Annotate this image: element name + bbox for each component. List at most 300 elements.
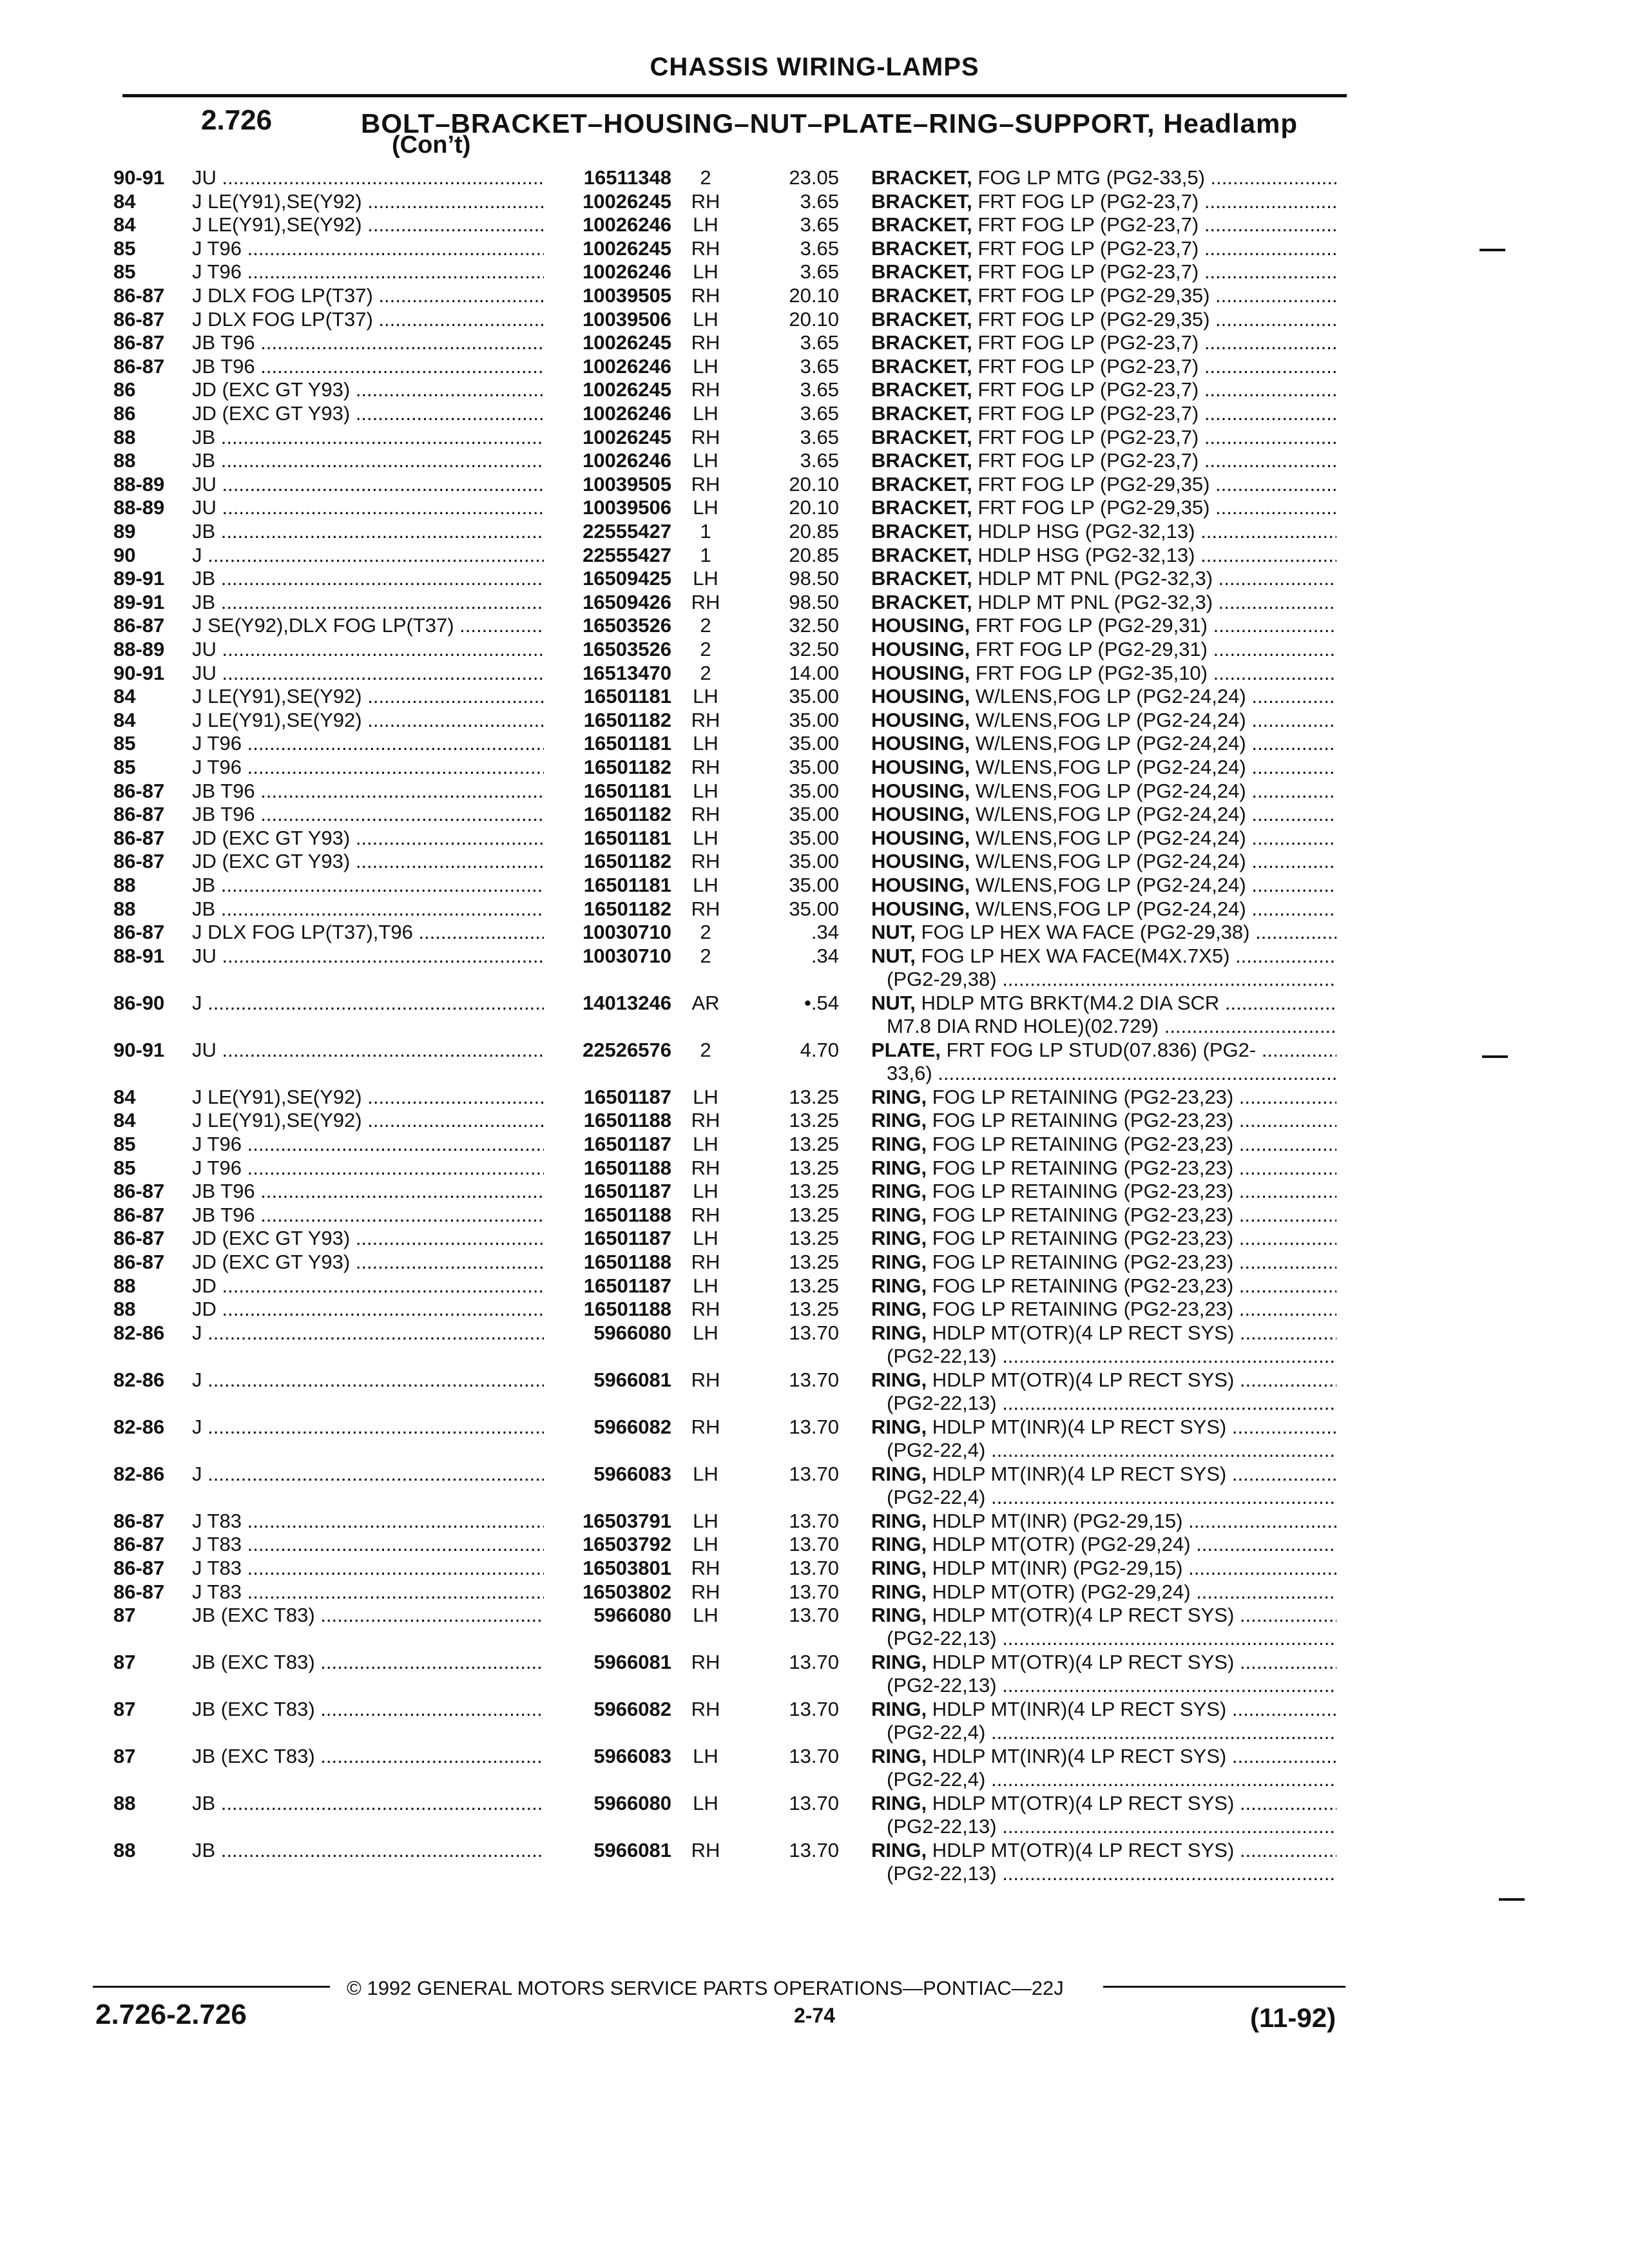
footer-page-number: 2-74 (793, 2004, 836, 2027)
model-codes: JB ..... (192, 567, 544, 590)
price: 13.70 (789, 1792, 839, 1815)
quantity: 2 (700, 1038, 711, 1061)
part-name: BRACKET, (871, 449, 972, 472)
model-years: 88 (113, 449, 136, 472)
part-description-continued: (PG2-22,4) ..... (887, 1721, 1336, 1744)
price: 35.00 (789, 779, 839, 802)
model-years: 82-86 (113, 1415, 165, 1438)
part-number: 16501188 (583, 1156, 671, 1179)
part-name: BRACKET, (871, 496, 972, 519)
part-name: RING, (871, 1085, 927, 1108)
model-years: 85 (113, 732, 136, 755)
part-number: 14013246 (583, 991, 671, 1014)
part-description (871, 378, 1336, 401)
part-description-text: FRT FOG LP STUD(07.836) (PG2- (946, 1038, 1257, 1061)
part-number: 16509425 (583, 567, 671, 590)
part-number: 5966081 (593, 1368, 671, 1391)
part-description (871, 827, 1336, 850)
part-description-text: W/LENS,FOG LP (PG2-24,24) (975, 826, 1246, 849)
part-description (871, 1463, 1336, 1486)
model-years: 88-91 (113, 944, 165, 967)
part-name: RING, (871, 1792, 927, 1815)
part-number: 5966083 (593, 1462, 671, 1485)
model-codes: JD (EXC GT Y93) ..... (192, 827, 544, 850)
list-item (0, 1463, 1629, 1512)
part-description (871, 213, 1336, 236)
quantity: LH (693, 1133, 718, 1155)
part-description (871, 1533, 1336, 1556)
part-description-continued: (PG2-22,13) ..... (887, 1627, 1336, 1650)
part-description-text: HDLP MT(INR)(4 LP RECT SYS) (932, 1462, 1227, 1485)
price: 20.10 (789, 472, 839, 495)
model-years: 90-91 (113, 166, 165, 189)
quantity: LH (693, 779, 718, 802)
part-description (871, 1086, 1336, 1109)
quantity: LH (693, 1227, 718, 1250)
price: 13.70 (789, 1509, 839, 1532)
part-name: NUT, (871, 991, 916, 1014)
part-description (871, 166, 1336, 189)
quantity: RH (691, 472, 720, 495)
price: 20.85 (789, 543, 839, 566)
model-years: 90-91 (113, 1038, 165, 1061)
part-description-text: HDLP MT(INR)(4 LP RECT SYS) (932, 1745, 1227, 1768)
model-years: 88 (113, 1274, 136, 1297)
list-item (0, 1839, 1629, 1888)
model-codes: J T96 ..... (192, 260, 544, 284)
part-description-text: FOG LP RETAINING (PG2-23,23) (932, 1203, 1234, 1226)
part-description-text: FRT FOG LP (PG2-23,7) (978, 213, 1199, 236)
quantity: LH (693, 874, 718, 896)
part-description (871, 1180, 1336, 1203)
part-description (871, 1298, 1336, 1321)
model-years: 86-87 (113, 1533, 165, 1556)
part-description-text: W/LENS,FOG LP (PG2-24,24) (975, 756, 1246, 778)
quantity: LH (693, 685, 718, 708)
price: 3.65 (800, 354, 839, 378)
part-name: RING, (871, 1651, 927, 1674)
quantity: AR (691, 991, 720, 1014)
part-name: RING, (871, 1604, 927, 1627)
part-name: NUT, (871, 921, 916, 944)
part-number: 16501181 (583, 826, 671, 849)
part-name: HOUSING, (871, 661, 970, 684)
part-number: 16501182 (583, 850, 671, 873)
part-name: HOUSING, (871, 874, 970, 896)
price: 13.70 (789, 1604, 839, 1627)
part-description-text: W/LENS,FOG LP (PG2-24,24) (975, 685, 1246, 708)
quantity: RH (691, 897, 720, 920)
model-codes: J ..... (192, 1321, 544, 1345)
quantity: RH (691, 803, 720, 826)
part-description-text: FRT FOG LP (PG2-23,7) (978, 449, 1199, 472)
part-name: BRACKET, (871, 472, 972, 495)
part-description (871, 1039, 1336, 1062)
quantity: LH (693, 354, 718, 378)
part-number: 5966081 (593, 1651, 671, 1674)
part-description-text: HDLP MT(OTR)(4 LP RECT SYS) (932, 1792, 1235, 1815)
part-number: 16501188 (583, 1109, 671, 1132)
part-description-text: HDLP MT(OTR)(4 LP RECT SYS) (932, 1368, 1235, 1391)
price: 13.70 (789, 1557, 839, 1579)
model-codes: JU ..... (192, 662, 544, 685)
part-number: 5966080 (593, 1604, 671, 1627)
model-years: 87 (113, 1745, 136, 1768)
part-description-text: W/LENS,FOG LP (PG2-24,24) (975, 850, 1246, 873)
price: 13.25 (789, 1274, 839, 1297)
model-codes: J T96 ..... (192, 1157, 544, 1180)
part-description-text: FRT FOG LP (PG2-23,7) (978, 354, 1199, 378)
model-years: 86-87 (113, 1203, 165, 1226)
quantity: 1 (700, 543, 711, 566)
part-description (871, 426, 1336, 449)
part-description (871, 1416, 1336, 1439)
part-name: BRACKET, (871, 590, 972, 613)
part-description (871, 780, 1336, 803)
quantity: RH (691, 189, 720, 213)
part-number: 16501188 (583, 1298, 671, 1321)
model-codes: JB ..... (192, 874, 544, 897)
part-description-text: W/LENS,FOG LP (PG2-24,24) (975, 708, 1246, 731)
part-description (871, 1157, 1336, 1180)
quantity: LH (693, 260, 718, 284)
model-codes: J ..... (192, 1416, 544, 1439)
price: 13.70 (789, 1839, 839, 1862)
list-item (0, 992, 1629, 1041)
price: 20.10 (789, 496, 839, 519)
footer-section-range: 2.726-2.726 (95, 1999, 247, 2030)
price: 4.70 (800, 1038, 839, 1061)
price: .34 (811, 944, 839, 967)
model-years: 90 (113, 543, 136, 566)
part-name: HOUSING, (871, 850, 970, 873)
quantity: LH (693, 307, 718, 331)
part-number: 22555427 (583, 520, 671, 543)
model-years: 86 (113, 402, 136, 425)
margin-mark (1499, 1898, 1525, 1901)
part-description (871, 1204, 1336, 1227)
part-description-continued: (PG2-29,38) ..... (887, 968, 1336, 991)
model-codes: JB (EXC T83) ..... (192, 1698, 544, 1721)
part-name: BRACKET, (871, 166, 972, 189)
quantity: RH (691, 1109, 720, 1132)
part-name: RING, (871, 1533, 927, 1556)
price: 13.25 (789, 1109, 839, 1132)
part-description (871, 237, 1336, 260)
part-name: BRACKET, (871, 425, 972, 448)
model-codes: JB T96 ..... (192, 780, 544, 803)
part-name: BRACKET, (871, 520, 972, 543)
part-number: 16513470 (583, 661, 671, 684)
part-description (871, 1109, 1336, 1132)
model-codes: J LE(Y91),SE(Y92) ..... (192, 190, 544, 213)
price: 13.25 (789, 1298, 839, 1321)
model-codes: J LE(Y91),SE(Y92) ..... (192, 213, 544, 236)
price: 13.70 (789, 1651, 839, 1674)
model-years: 84 (113, 189, 136, 213)
part-description-text: FRT FOG LP (PG2-29,35) (978, 496, 1210, 519)
part-description-text: W/LENS,FOG LP (PG2-24,24) (975, 874, 1246, 896)
quantity: RH (691, 590, 720, 613)
part-number: 10026246 (583, 402, 671, 425)
model-years: 88 (113, 897, 136, 920)
quantity: 2 (700, 921, 711, 944)
part-description (871, 898, 1336, 921)
model-years: 82-86 (113, 1321, 165, 1344)
part-name: BRACKET, (871, 543, 972, 566)
part-name: RING, (871, 1462, 927, 1485)
part-description-continued: (PG2-22,13) ..... (887, 1674, 1336, 1697)
footer-copyright: © 1992 GENERAL MOTORS SERVICE PARTS OPERATIONS—PONTIAC—22J (347, 1977, 1064, 1999)
price: 13.70 (789, 1415, 839, 1438)
part-description (871, 732, 1336, 755)
part-name: BRACKET, (871, 189, 972, 213)
quantity: RH (691, 1298, 720, 1321)
model-codes: JU ..... (192, 945, 544, 968)
price: 3.65 (800, 425, 839, 448)
price: 35.00 (789, 685, 839, 708)
model-codes: J DLX FOG LP(T37) ..... (192, 308, 544, 331)
part-description (871, 921, 1336, 944)
price: •.54 (804, 991, 839, 1014)
model-years: 89 (113, 520, 136, 543)
part-name: RING, (871, 1321, 927, 1344)
price: 3.65 (800, 213, 839, 236)
part-description (871, 473, 1336, 496)
model-years: 89-91 (113, 590, 165, 613)
part-name: HOUSING, (871, 803, 970, 826)
quantity: LH (693, 1180, 718, 1203)
part-number: 10026245 (583, 331, 671, 354)
part-name: RING, (871, 1109, 927, 1132)
part-description (871, 850, 1336, 873)
part-name: RING, (871, 1251, 927, 1273)
model-codes: JB (EXC T83) ..... (192, 1745, 544, 1768)
part-description-text: W/LENS,FOG LP (PG2-24,24) (975, 732, 1246, 755)
quantity: RH (691, 1251, 720, 1273)
quantity: LH (693, 449, 718, 472)
quantity: RH (691, 1698, 720, 1721)
part-description-text: HDLP MT(OTR)(4 LP RECT SYS) (932, 1839, 1235, 1862)
quantity: LH (693, 567, 718, 590)
part-description-text: FRT FOG LP (PG2-23,7) (978, 189, 1199, 213)
model-codes: JB ..... (192, 1792, 544, 1815)
model-codes: J LE(Y91),SE(Y92) ..... (192, 685, 544, 708)
part-description-continued: M7.8 DIA RND HOLE)(02.729) ..... (887, 1015, 1336, 1038)
part-description (871, 1604, 1336, 1627)
part-description (871, 331, 1336, 354)
quantity: LH (693, 1462, 718, 1485)
part-name: RING, (871, 1415, 927, 1438)
model-codes: JD (EXC GT Y93) ..... (192, 1251, 544, 1274)
model-codes: JD (EXC GT Y93) ..... (192, 378, 544, 401)
part-number: 16501181 (583, 685, 671, 708)
part-number: 16501187 (583, 1085, 671, 1108)
list-item (0, 1745, 1629, 1794)
part-description (871, 284, 1336, 307)
part-description (871, 1581, 1336, 1604)
part-description-text: HDLP HSG (PG2-32,13) (978, 520, 1195, 543)
model-codes: J LE(Y91),SE(Y92) ..... (192, 1109, 544, 1132)
part-number: 16501187 (583, 1227, 671, 1250)
part-description (871, 591, 1336, 614)
quantity: LH (693, 1604, 718, 1627)
part-name: BRACKET, (871, 567, 972, 590)
part-description (871, 992, 1336, 1015)
price: 98.50 (789, 567, 839, 590)
model-codes: J T83 ..... (192, 1510, 544, 1533)
part-description-text: FOG LP HEX WA FACE(M4X.7X5) (921, 944, 1230, 967)
part-description-text: FRT FOG LP (PG2-29,31) (975, 638, 1208, 660)
quantity: RH (691, 284, 720, 307)
part-description (871, 308, 1336, 331)
quantity: RH (691, 425, 720, 448)
part-name: RING, (871, 1156, 927, 1179)
part-number: 5966081 (593, 1839, 671, 1862)
part-description-continued: 33,6) ..... (887, 1062, 1336, 1085)
part-number: 16503526 (583, 614, 671, 637)
quantity: LH (693, 1745, 718, 1768)
quantity: RH (691, 1651, 720, 1674)
part-name: HOUSING, (871, 756, 970, 778)
part-name: RING, (871, 1368, 927, 1391)
part-description (871, 945, 1336, 968)
quantity: RH (691, 1156, 720, 1179)
part-name: RING, (871, 1227, 927, 1250)
model-years: 86-87 (113, 1557, 165, 1579)
part-number: 16503801 (583, 1557, 671, 1579)
model-years: 87 (113, 1651, 136, 1674)
model-years: 86-87 (113, 284, 165, 307)
part-description (871, 260, 1336, 284)
part-number: 16509426 (583, 590, 671, 613)
part-name: BRACKET, (871, 284, 972, 307)
part-description-text: HDLP MT(OTR)(4 LP RECT SYS) (932, 1604, 1235, 1627)
part-description-text: HDLP MT(INR) (PG2-29,15) (932, 1509, 1183, 1532)
part-description (871, 614, 1336, 637)
model-years: 88-89 (113, 496, 165, 519)
part-number: 10030710 (583, 944, 671, 967)
model-years: 86-87 (113, 850, 165, 873)
price: 3.65 (800, 449, 839, 472)
model-years: 88 (113, 1792, 136, 1815)
quantity: LH (693, 1085, 718, 1108)
part-description (871, 1745, 1336, 1768)
part-name: HOUSING, (871, 685, 970, 708)
model-codes: JB T96 ..... (192, 355, 544, 378)
part-description-text: W/LENS,FOG LP (PG2-24,24) (975, 779, 1246, 802)
quantity: 2 (700, 614, 711, 637)
part-number: 10026246 (583, 260, 671, 284)
price: 3.65 (800, 189, 839, 213)
price: 13.70 (789, 1368, 839, 1391)
model-years: 85 (113, 260, 136, 284)
model-years: 90-91 (113, 661, 165, 684)
part-description-text: FRT FOG LP (PG2-29,35) (978, 472, 1210, 495)
price: 35.00 (789, 850, 839, 873)
part-number: 16501181 (583, 874, 671, 896)
part-description-text: HDLP MT(OTR)(4 LP RECT SYS) (932, 1321, 1235, 1344)
price: 13.70 (789, 1321, 839, 1344)
model-years: 86-87 (113, 1227, 165, 1250)
quantity: 2 (700, 944, 711, 967)
model-years: 88-89 (113, 472, 165, 495)
part-name: HOUSING, (871, 779, 970, 802)
model-codes: JD (EXC GT Y93) ..... (192, 1227, 544, 1250)
quantity: LH (693, 1274, 718, 1297)
model-codes: JB ..... (192, 426, 544, 449)
model-codes: JD ..... (192, 1274, 544, 1298)
part-description (871, 1839, 1336, 1862)
part-description-text: HDLP MT(OTR)(4 LP RECT SYS) (932, 1651, 1235, 1674)
model-years: 84 (113, 685, 136, 708)
model-years: 85 (113, 1156, 136, 1179)
part-name: BRACKET, (871, 402, 972, 425)
model-codes: J T83 ..... (192, 1533, 544, 1556)
part-description (871, 803, 1336, 826)
part-description (871, 520, 1336, 543)
list-item (0, 1651, 1629, 1700)
part-number: 16511348 (583, 166, 671, 189)
model-years: 85 (113, 756, 136, 778)
part-name: RING, (871, 1203, 927, 1226)
part-name: BRACKET, (871, 213, 972, 236)
part-description (871, 1557, 1336, 1580)
model-years: 86-87 (113, 1180, 165, 1203)
part-description-text: HDLP MT(OTR) (PG2-29,24) (932, 1580, 1191, 1603)
quantity: LH (693, 402, 718, 425)
part-description (871, 638, 1336, 661)
model-codes: J T96 ..... (192, 237, 544, 260)
part-description (871, 1698, 1336, 1721)
part-name: RING, (871, 1180, 927, 1203)
part-description-text: FOG LP RETAINING (PG2-23,23) (932, 1274, 1234, 1297)
part-description-text: FOG LP RETAINING (PG2-23,23) (932, 1298, 1234, 1321)
part-number: 16501182 (583, 708, 671, 731)
model-years: 88 (113, 1839, 136, 1862)
price: 35.00 (789, 803, 839, 826)
model-codes: JB ..... (192, 591, 544, 614)
model-codes: JD ..... (192, 1298, 544, 1321)
quantity: LH (693, 1792, 718, 1815)
quantity: 2 (700, 638, 711, 660)
quantity: RH (691, 1203, 720, 1226)
part-name: BRACKET, (871, 236, 972, 260)
model-years: 84 (113, 1109, 136, 1132)
model-codes: J T96 ..... (192, 1133, 544, 1156)
part-description (871, 190, 1336, 213)
model-years: 86-87 (113, 1580, 165, 1603)
part-description (871, 1227, 1336, 1250)
price: 14.00 (789, 661, 839, 684)
quantity: LH (693, 1509, 718, 1532)
price: 3.65 (800, 260, 839, 284)
part-number: 16503802 (583, 1580, 671, 1603)
section-continued: (Con’t) (392, 131, 471, 159)
part-description (871, 402, 1336, 425)
quantity: LH (693, 496, 718, 519)
price: 35.00 (789, 708, 839, 731)
quantity: RH (691, 331, 720, 354)
part-description-text: FOG LP RETAINING (PG2-23,23) (932, 1156, 1234, 1179)
quantity: LH (693, 213, 718, 236)
price: 32.50 (789, 638, 839, 660)
part-description-continued: (PG2-22,4) ..... (887, 1768, 1336, 1791)
model-years: 88 (113, 874, 136, 896)
footer-rule-left (93, 1986, 330, 1988)
part-description-text: FRT FOG LP (PG2-23,7) (978, 402, 1199, 425)
model-years: 86-87 (113, 1251, 165, 1273)
